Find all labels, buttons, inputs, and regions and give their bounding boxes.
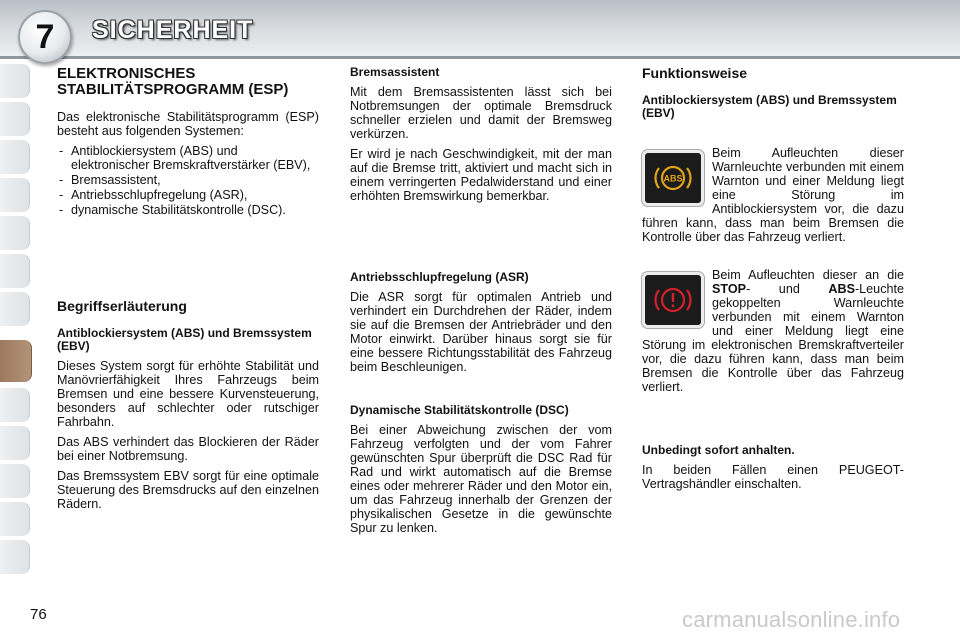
list-item: - dynamische Stabilitätskontrolle (DSC). [57,203,319,217]
column-left [57,66,319,517]
column-middle [350,66,612,541]
chapter-tabs [0,64,34,584]
esp-system-list [57,144,319,217]
list-item: - Bremsassistent, [57,173,319,187]
column-right [642,66,904,497]
abs-warning-text: Beim Aufleuchten dieser Warnleuchte verbunden mit einem Warnton und einer Meldung liegt eine Störung im Antiblockiersystem vor, die dazu führen kann, dass man beim Bremsen die Kontrolle über das Fahrzeug verliert. [642,146,904,244]
abs-keyword: ABS [828,282,855,296]
chapter-number-badge: 7 [18,10,72,64]
brake-assist-title: Bremsassistent [350,65,440,79]
brake-assist-paragraph-1: Mit dem Bremsassistenten lässt sich bei Notbremsungen der optimale Bremsdruck schneller erzielen und damit der Bremsweg verkürzen. [350,85,612,141]
abs-lamp-label: ABS [663,173,683,184]
chapter-tab[interactable] [0,502,30,536]
chapter-tab[interactable] [0,178,30,212]
list-item: - Antiblockiersystem (ABS) und elektronischer Bremskraftverstärker (EBV), [57,144,319,172]
ebv-warning-paragraph [642,268,904,394]
chapter-tab[interactable] [0,216,30,250]
section-title-funktionsweise: Funktionsweise [642,65,748,81]
brake-assist-paragraph-2: Er wird je nach Geschwindigkeit, mit der man auf die Bremse tritt, aktiviert und macht sich in einem verringerten Pedalwiderstand und einer erhöhten Bremswirkung bemerkbar. [350,147,612,203]
esp-title: ELEKTRONISCHES STABILITÄTSPROGRAMM (ESP) [57,65,289,98]
abs-paragraph-3: Das Bremssystem EBV sorgt für eine optimale Steuerung des Bremsdrucks auf den einzelnen Rädern. [57,469,319,511]
chapter-tab[interactable] [0,102,30,136]
asr-paragraph: Die ASR sorgt für optimalen Antrieb und verhindert ein Durchdrehen der Räder, indem sie auf die Bremsen der Antriebräder und den Motor einwirkt. Darüber hinaus sorgt sie für eine bessere Richtungsstabilität des Fahrzeug beim Beschleunigen. [350,290,612,374]
ebv-text-part: -Leuchte gekoppelten Warnleuchte verbunden mit einem Warnton und einer Meldung liegt eine Störung im elektronischen Bremskraftverteiler vor, die dazu führen kann, dass man beim Bremsen die Kontrolle über das Fahrzeug verliert. [642,282,904,394]
chapter-tab[interactable] [0,464,30,498]
ebv-text-part: - und [746,282,829,296]
abs-paragraph-2: Das ABS verhindert das Blockieren der Räder bei einer Notbremsung. [57,435,319,463]
chapter-tab[interactable] [0,64,30,98]
chapter-title: SICHERHEIT [92,16,254,44]
stop-immediately-title: Unbedingt sofort anhalten. [642,443,795,457]
chapter-tab[interactable] [0,388,30,422]
chapter-tab[interactable] [0,140,30,174]
abs-paragraph-1: Dieses System sorgt für erhöhte Stabilität und Manövrierfähigkeit Ihres Fahrzeugs beim Bremsen und eine bessere Kurvensteuerung, besonders auf schlechter oder rutschiger Fahrbahn. [57,359,319,429]
dsc-title: Dynamische Stabilitätskontrolle (DSC) [350,403,569,417]
stop-keyword: STOP [712,282,747,296]
ebv-text-part: Beim Aufleuchten dieser an die [712,268,904,282]
dsc-paragraph: Bei einer Abweichung zwischen der vom Fahrzeug verfolgten und der vom Fahrer gewünschten Spur überprüft die DSC Rad für Rad und wirkt automatisch auf die Bremse eines oder mehrerer Räder und den Motor ein, um das Fahrzeug innerhalb der Grenzen der physikalischen Gesetze in die gewünschte Spur zu lenken. [350,423,612,535]
contact-dealer-paragraph: In beiden Fällen einen PEUGEOT-Vertragshändler einschalten. [642,463,904,491]
chapter-tab[interactable] [0,540,30,574]
list-item: - Antriebsschlupfregelung (ASR), [57,188,319,202]
chapter-tab-active[interactable] [0,340,32,382]
abs-ebv-subtitle: Antiblockiersystem (ABS) und Bremssystem (EBV) [57,326,312,353]
chapter-tab[interactable] [0,254,30,288]
brake-warning-lamp-icon [642,272,704,328]
esp-intro: Das elektronische Stabilitätsprogramm (ESP) besteht aus folgenden Systemen: [57,110,319,138]
abs-warning-lamp-icon [642,150,704,206]
chapter-tab[interactable] [0,292,30,326]
section-title-begriffserlaeuterung: Begriffserläuterung [57,298,187,314]
header-divider [0,56,960,59]
watermark: carmanualsonline.info [682,607,901,632]
asr-title: Antriebsschlupfregelung (ASR) [350,270,529,284]
function-abs-ebv-subtitle: Antiblockiersystem (ABS) und Bremssystem (EBV) [642,93,897,120]
page-number: 76 [30,606,47,623]
abs-warning-paragraph [642,146,904,244]
chapter-tab[interactable] [0,426,30,460]
